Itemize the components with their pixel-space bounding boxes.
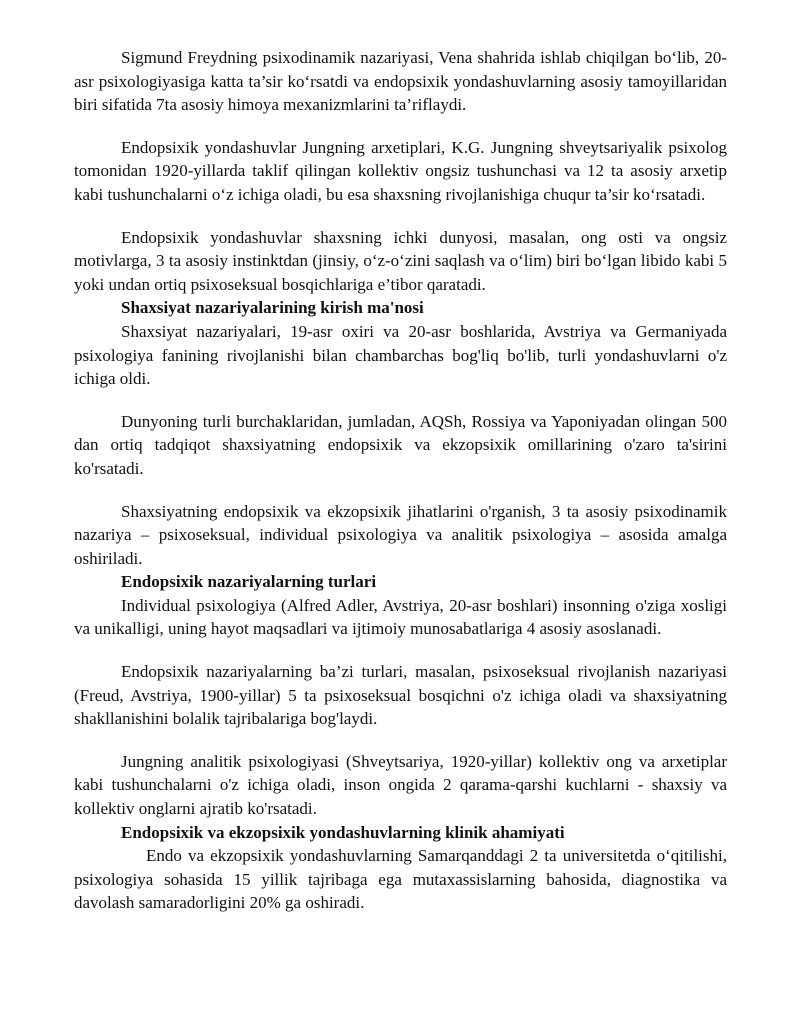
paragraph: Sigmund Freydning psixodinamik nazariyasi, Vena shahrida ishlab chiqilgan bo‘lib, 20-asr psixologiyasiga katta ta’sir ko‘rsatdi va endopsixik yondashuvlarning asosiy tamoyillaridan biri sifatida 7ta asosiy himoya mexanizmlarini ta’riflaydi.: [74, 48, 727, 115]
paragraph: Individual psixologiya (Alfred Adler, Avstriya, 20-asr boshlari) insonning o'ziga xosligi va unikalligi, uning hayot maqsadlari va ijtimoiy munosabatlariga 4 asosiy asoslanadi.: [74, 595, 727, 639]
section-introduction: [74, 296, 727, 570]
paragraph: Endopsixik nazariyalarning ba’zi turlari, masalan, psixoseksual rivojlanish nazariyasi (Freud, Avstriya, 1900-yillar) 5 ta psixoseksual bosqichni o'z ichiga oladi va shaxsiyatning shakllanishini bolalik tajribalariga bog'laydi.: [74, 662, 727, 729]
paragraph: Dunyoning turli burchaklaridan, jumladan, AQSh, Rossiya va Yaponiyadan olingan 500 dan ortiq tadqiqot shaxsiyatning endopsixik va ekzopsixik omillarining o'zaro ta'sirini ko'rsatadi.: [74, 411, 727, 478]
paragraph: Endopsixik yondashuvlar Jungning arxetiplari, K.G. Jungning shveytsariyalik psixolog tomonidan 1920-yillarda taklif qilingan kollektiv ongsiz tushunchasi va 12 ta asosiy arxetip kabi tushunchalarni o‘z ichiga oladi, bu esa shaxsning rivojlanishiga chuqur ta’sir ko‘rsatadi.: [74, 137, 727, 204]
paragraph: Jungning analitik psixologiyasi (Shveytsariya, 1920-yillar) kollektiv ong va arxetiplar kabi tushunchalarni o'z ichiga oladi, inson ongida 2 qarama-qarshi kuchlarni - shaxsiy va kollektiv onglarni ajratib ko'rsatadi.: [74, 751, 727, 819]
paragraph: Shaxsiyat nazariyalari, 19-asr oxiri va 20-asr boshlarida, Avstriya va Germaniyada psixologiya fanining rivojlanishi bilan chambarchas bog'liq bo'lib, turli yondashuvlarni o'z ichiga oldi.: [74, 321, 727, 389]
paragraph: Shaxsiyatning endopsixik va ekzopsixik jihatlarini o'rganish, 3 ta asosiy psixodinamik nazariya – psixoseksual, individual psixologiya va analitik psixologiya – asosida amalga oshiriladi.: [74, 501, 727, 568]
paragraph: Endopsixik yondashuvlar shaxsning ichki dunyosi, masalan, ong osti va ongsiz motivlarga, 3 ta asosiy instinktdan (jinsiy, o‘z-o‘zini saqlash va o‘lim) biri bo‘lgan libido kabi 5 yoki undan ortiq psixoseksual bosqichlariga e’tibor qaratadi.: [74, 227, 727, 294]
section-theory-types: [74, 570, 727, 820]
section-clinical-significance: [74, 821, 727, 915]
section-heading: Endopsixik nazariyalarning turlari: [121, 572, 377, 592]
section-heading: Shaxsiyat nazariyalarining kirish ma'nosi: [121, 298, 424, 318]
paragraph: Endo va ekzopsixik yondashuvlarning Samarqanddagi 2 ta universitetda o‘qitilishi, psixologiya sohasida 15 yillik tajribaga ega mutaxassislarning bahosida, diagnostika va davolash samaradorligini 20% ga oshiradi.: [74, 846, 727, 913]
section-heading: Endopsixik va ekzopsixik yondashuvlarning klinik ahamiyati: [121, 822, 565, 842]
document-page: [74, 46, 727, 915]
